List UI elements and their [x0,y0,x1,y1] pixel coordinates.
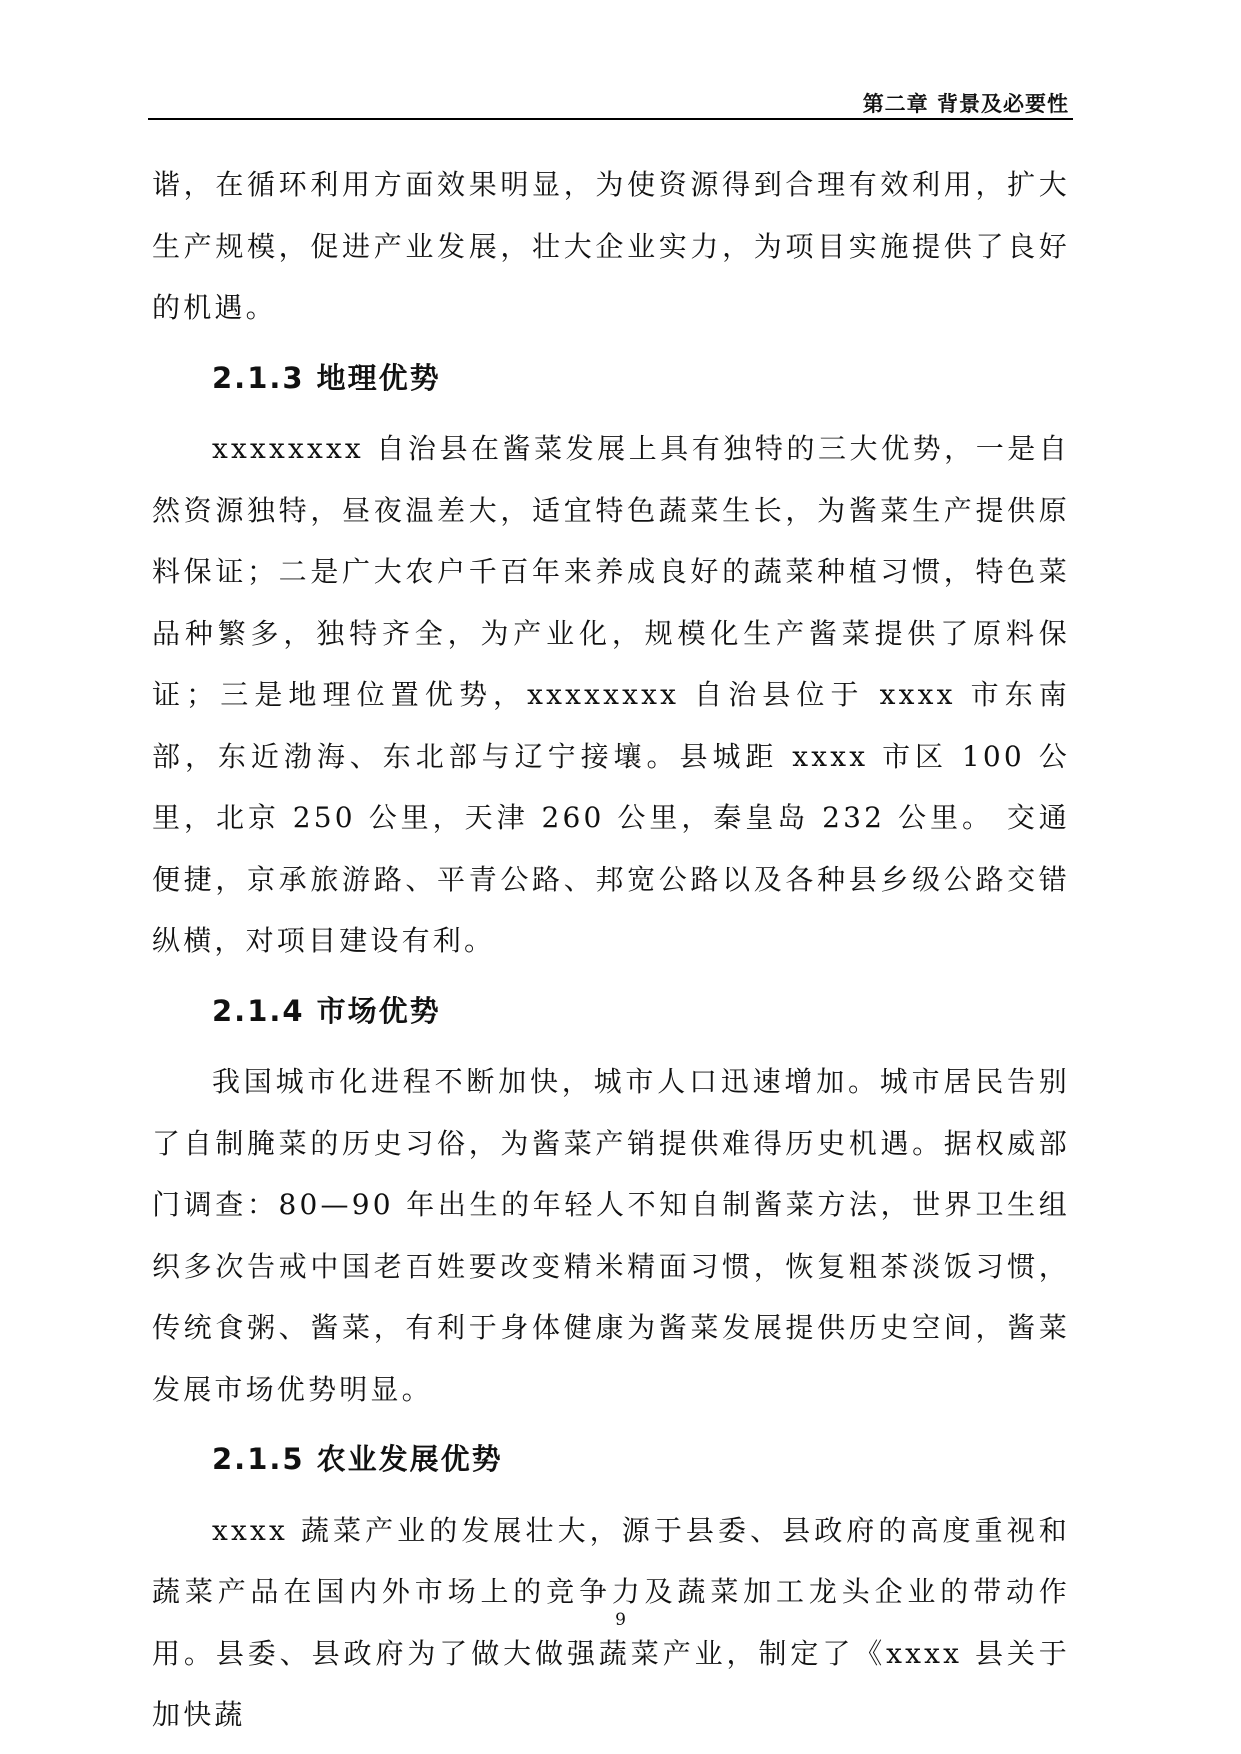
section-heading-2-1-5: 2.1.5 农业发展优势 [212,1442,503,1476]
page-number: 9 [615,1610,626,1630]
paragraph-geographic-advantage: xxxxxxxx 自治县在酱菜发展上具有独特的三大优势，一是自然资源独特，昼夜温差大，适宜特色蔬菜生长，为酱菜生产提供原料保证；二是广大农户千百年来养成良好的蔬菜种植习惯，特色菜品种繁多，独特齐全，为产业化，规模化生产酱菜提供了原料保证；三是地理位置优势，xxxxxxxx 自治县位于 xxxx 市东南部，东近渤海、东北部与辽宁接壤。县城距 xxxx 市区 100 公里，北京 250 公里，天津 260 公里，秦皇岛 232 公里。 交通便捷，京承旅游路、平青公路、邦宽公路以及各种县乡级公路交错纵横，对项目建设有利。 [152,432,1070,957]
paragraph-agriculture-advantage: xxxx 蔬菜产业的发展壮大，源于县委、县政府的高度重视和蔬菜产品在国内外市场上的竞争力及蔬菜加工龙头企业的带动作用。县委、县政府为了做大做强蔬菜产业，制定了《xxxx 县关于加快蔬 [152,1513,1070,1731]
document-body [152,154,1070,1746]
paragraph-market-advantage: 我国城市化进程不断加快，城市人口迅速增加。城市居民告别了自制腌菜的历史习俗，为酱菜产销提供难得历史机遇。据权威部门调查：80—90 年出生的年轻人不知自制酱菜方法，世界卫生组织多次告戒中国老百姓要改变精米精面习惯，恢复粗茶淡饭习惯，传统食粥、酱菜，有利于身体健康为酱菜发展提供历史空间，酱菜发展市场优势明显。 [152,1065,1070,1406]
chapter-title: 第二章 背景及必要性 [862,92,1069,116]
intro-paragraph: 谐，在循环利用方面效果明显，为使资源得到合理有效利用，扩大生产规模，促进产业发展，壮大企业实力，为项目实施提供了良好的机遇。 [152,168,1070,324]
page-header [148,84,1073,120]
section-heading-2-1-3: 2.1.3 地理优势 [212,360,441,395]
section-heading-2-1-4: 2.1.4 市场优势 [212,993,441,1028]
